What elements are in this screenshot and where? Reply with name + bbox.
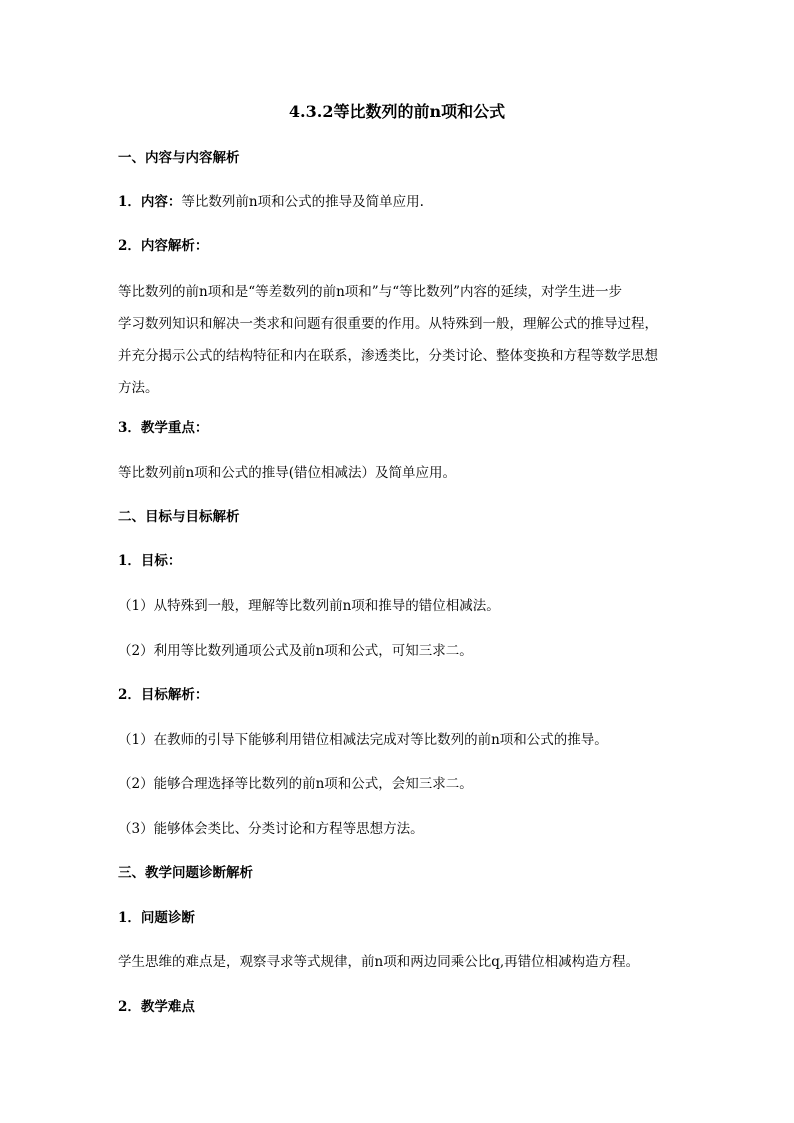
content-item — [118, 192, 678, 212]
content-analysis-paragraph — [118, 276, 680, 404]
goal-analysis-item: （3）能够体会类比、分类讨论和方程等思想方法。 — [118, 821, 424, 837]
goal-item: （2）利用等比数列通项公式及前n项和公式，可知三求二。 — [118, 643, 473, 659]
paragraph-line: 等比数列的前n项和是“等差数列的前n项和”与“等比数列”内容的延续，对学生进一步 — [118, 284, 622, 300]
difficulty-label: 2．教学难点 — [118, 999, 195, 1015]
diagnosis-text: 学生思维的难点是，观察寻求等式规律，前n项和两边同乘公比q,再错位相减构造方程。 — [118, 954, 640, 970]
paragraph-line: 方法。 — [118, 380, 159, 396]
paragraph-line: 学习数列知识和解决一类求和问题有很重要的作用。从特殊到一般，理解公式的推导过程， — [118, 316, 658, 332]
section-heading-diagnosis: 三、教学问题诊断解析 — [118, 865, 253, 881]
key-point-label: 3．教学重点： — [118, 420, 209, 436]
goal-analysis-item: （1）在教师的引导下能够利用错位相减法完成对等比数列的前n项和公式的推导。 — [118, 732, 608, 748]
document-title: 4.3.2等比数列的前n项和公式 — [288, 102, 506, 121]
section-heading-content: 一、内容与内容解析 — [118, 150, 240, 166]
goal-analysis-item: （2）能够合理选择等比数列的前n项和公式，会知三求二。 — [118, 776, 473, 792]
content-analysis-label: 2．内容解析： — [118, 238, 209, 254]
goal-label: 1．目标： — [118, 553, 182, 569]
goal-analysis-label: 2．目标解析： — [118, 687, 209, 703]
content-item-label: 1．内容： — [118, 194, 182, 210]
diagnosis-label: 1．问题诊断 — [118, 910, 195, 926]
content-item-text: 等比数列前n项和公式的推导及简单应用. — [181, 194, 424, 210]
goal-item: （1）从特殊到一般，理解等比数列前n项和推导的错位相减法。 — [118, 598, 500, 614]
section-heading-goals: 二、目标与目标解析 — [118, 509, 240, 525]
key-point-text: 等比数列前n项和公式的推导(错位相减法）及简单应用。 — [118, 465, 456, 481]
paragraph-line: 并充分揭示公式的结构特征和内在联系，渗透类比，分类讨论、整体变换和方程等数学思想 — [118, 348, 658, 364]
